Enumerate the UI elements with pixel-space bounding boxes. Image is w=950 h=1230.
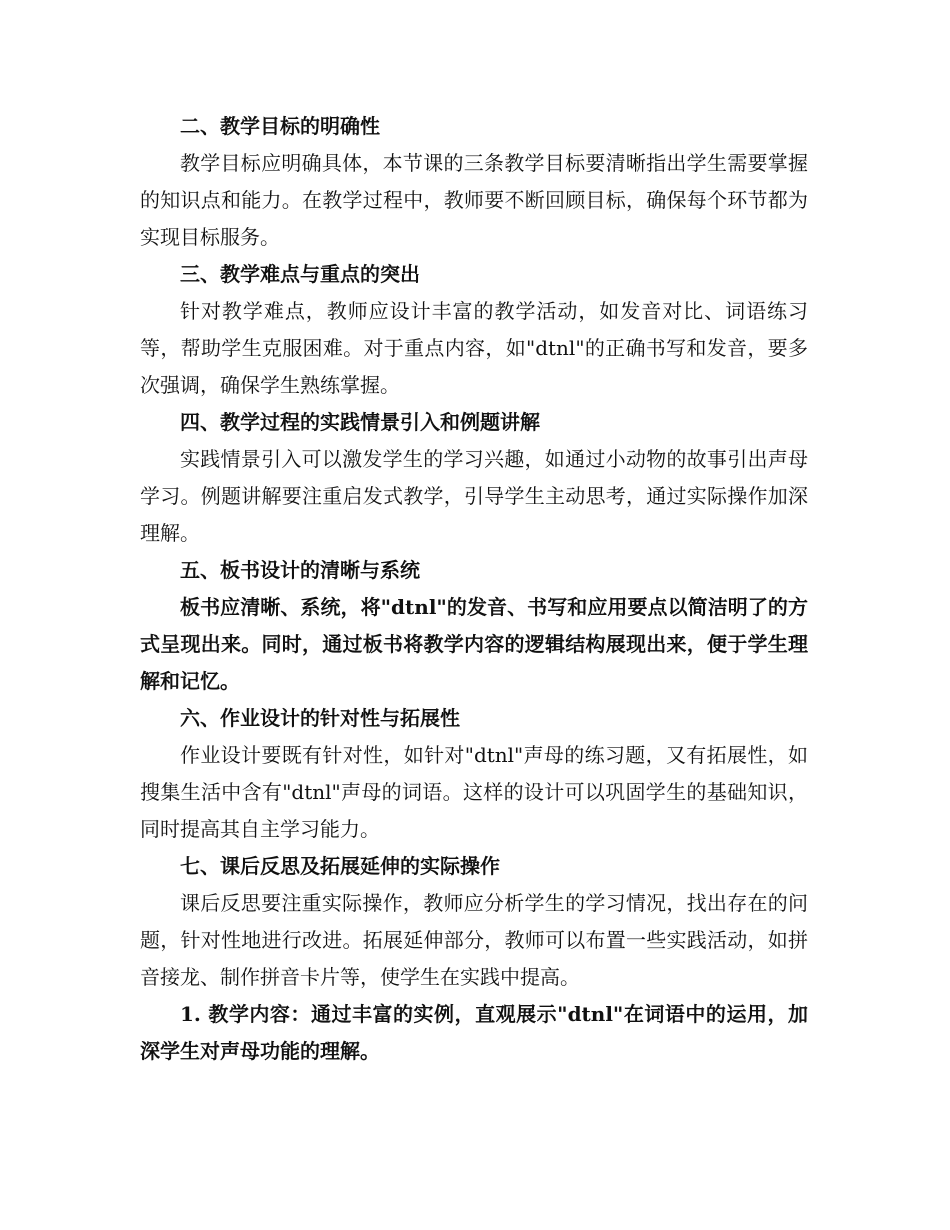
section-heading-3: 三、教学难点与重点的突出 xyxy=(180,262,420,286)
section-heading-5: 五、板书设计的清晰与系统 xyxy=(180,558,420,582)
section-heading-6: 六、作业设计的针对性与拓展性 xyxy=(180,706,460,730)
numbered-item-1: 1. 教学内容：通过丰富的实例，直观展示"dtnl"在词语中的运用，加深学生对声母功能的理解。 xyxy=(140,1002,808,1063)
section-body-7: 课后反思要注重实际操作，教师应分析学生的学习情况，找出存在的问题，针对性地进行改进。拓展延伸部分，教师可以布置一些实践活动，如拼音接龙、制作拼音卡片等，使学生在实践中提高。 xyxy=(140,891,808,989)
section-body-6: 作业设计要既有针对性，如针对"dtnl"声母的练习题，又有拓展性，如搜集生活中含有"dtnl"声母的词语。这样的设计可以巩固学生的基础知识，同时提高其自主学习能力。 xyxy=(140,743,808,841)
section-body-2: 教学目标应明确具体，本节课的三条教学目标要清晰指出学生需要掌握的知识点和能力。在教学过程中，教师要不断回顾目标，确保每个环节都为实现目标服务。 xyxy=(140,151,808,249)
section-body-5: 板书应清晰、系统，将"dtnl"的发音、书写和应用要点以简洁明了的方式呈现出来。同时，通过板书将教学内容的逻辑结构展现出来，便于学生理解和记忆。 xyxy=(140,595,808,693)
section-heading-7: 七、课后反思及拓展延伸的实际操作 xyxy=(180,854,500,878)
section-heading-2: 二、教学目标的明确性 xyxy=(180,114,380,138)
document-body xyxy=(140,108,808,1070)
section-body-4: 实践情景引入可以激发学生的学习兴趣，如通过小动物的故事引出声母学习。例题讲解要注重启发式教学，引导学生主动思考，通过实际操作加深理解。 xyxy=(140,447,808,545)
section-body-3: 针对教学难点，教师应设计丰富的教学活动，如发音对比、词语练习等，帮助学生克服困难。对于重点内容，如"dtnl"的正确书写和发音，要多次强调，确保学生熟练掌握。 xyxy=(140,299,808,397)
section-heading-4: 四、教学过程的实践情景引入和例题讲解 xyxy=(180,410,540,434)
